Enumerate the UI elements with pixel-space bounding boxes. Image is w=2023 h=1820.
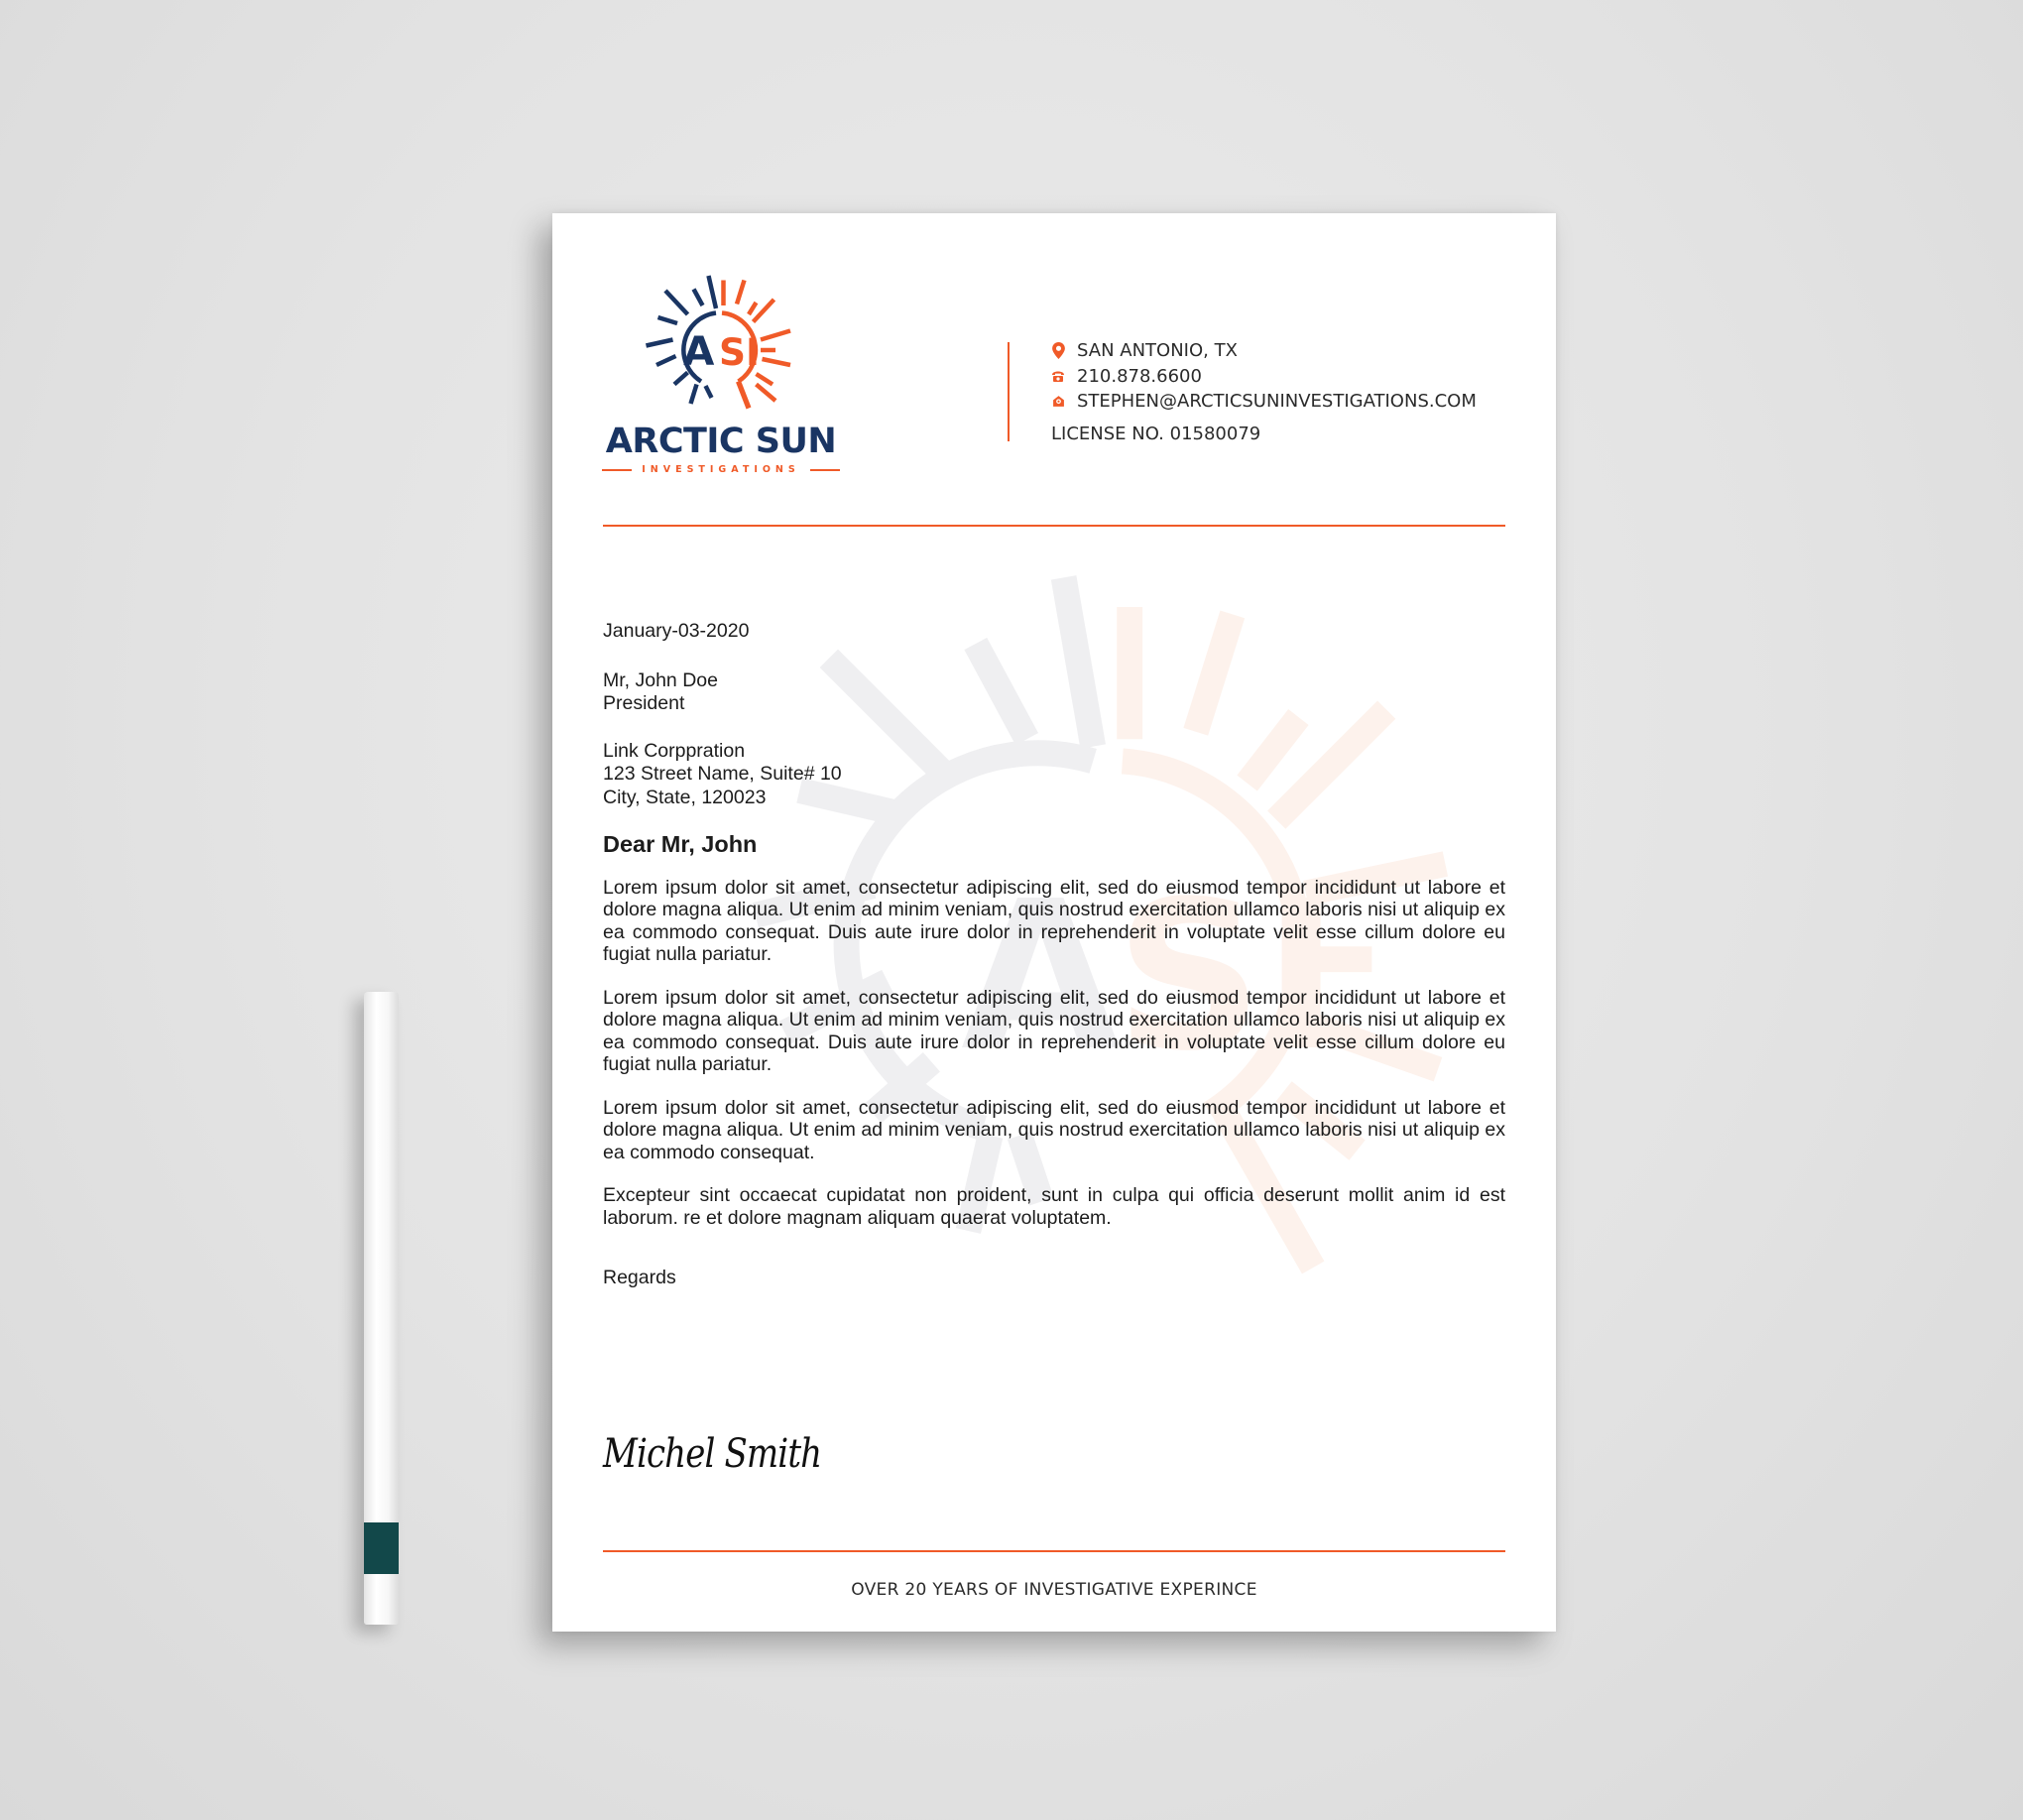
email-icon [1051,394,1065,410]
address-street: 123 Street Name, Suite# 10 [603,763,842,785]
recipient-block [603,669,1505,716]
signature: Michel Smith [603,1431,822,1477]
contact-location: SAN ANTONIO, TX [1051,338,1477,364]
recipient-title: President [603,692,685,714]
letter-date: January-03-2020 [603,620,750,642]
paragraph: Lorem ipsum dolor sit amet, consectetur adipiscing elit, sed do eiusmod tempor incididunt ut labore et dolore magna aliqua. Ut enim ad minim veniam, quis nostrud exercitation ullamco laboris nisi ut aliquip ex ea commodo consequat. Duis aute irure dolor in reprehenderit in voluptate velit esse cillum dolore eu fugiat nulla pariatur. [603,876,1505,965]
divider [602,469,632,471]
divider [810,469,840,471]
brand-logo [602,273,840,491]
closing: Regards [603,1267,676,1288]
svg-text:SI: SI [1115,857,1340,1096]
pen-band [364,1522,399,1574]
header-rule [603,525,1505,527]
letter-body [603,620,1505,1290]
paragraph: Excepteur sint occaecat cupidatat non proident, sunt in culpa qui officia deserunt mollit anim id est laborum. re et dolore magnam aliquam quaerat voluptatem. [603,1184,1505,1229]
brand-subtitle-text: INVESTIGATIONS [642,464,800,475]
svg-text:A: A [961,857,1121,1096]
contact-info [1051,338,1477,444]
contact-email[interactable]: STEPHEN@ARCTICSUNINVESTIGATIONS.COM [1051,389,1477,415]
phone-icon [1051,368,1065,384]
recipient-name: Mr, John Doe [603,668,718,691]
paragraph: Lorem ipsum dolor sit amet, consectetur adipiscing elit, sed do eiusmod tempor incididunt ut labore et dolore magna aliqua. Ut enim ad minim veniam, quis nostrud exercitation ullamco laboris nisi ut aliquip ex ea commodo consequat. [603,1096,1505,1163]
contact-phone[interactable]: 210.878.6600 [1051,364,1477,390]
header-divider [1008,342,1010,441]
address-block [603,740,1505,810]
map-pin-icon [1051,343,1065,359]
brand-subtitle [602,464,840,475]
footer-rule [603,1550,1505,1552]
sun-magnifier-logo-icon [640,273,798,422]
salutation: Dear Mr, John [603,831,758,857]
paragraph: Lorem ipsum dolor sit amet, consectetur adipiscing elit, sed do eiusmod tempor incididunt ut labore et dolore magna aliqua. Ut enim ad minim veniam, quis nostrud exercitation ullamco laboris nisi ut aliquip ex ea commodo consequat. Duis aute irure dolor in reprehenderit in voluptate velit esse cillum dolore eu fugiat nulla pariatur. [603,986,1505,1075]
brand-name: ARCTIC SUN [605,422,837,461]
footer-tagline: OVER 20 YEARS OF INVESTIGATIVE EXPERINCE [851,1580,1257,1600]
address-city: City, State, 120023 [603,786,767,808]
pen [364,992,399,1625]
svg-text:SI: SI [719,330,760,374]
address-company: Link Corppration [603,739,746,762]
license-number: LICENSE NO. 01580079 [1051,423,1261,444]
svg-text:A: A [683,327,715,375]
letterhead-paper [552,213,1556,1632]
